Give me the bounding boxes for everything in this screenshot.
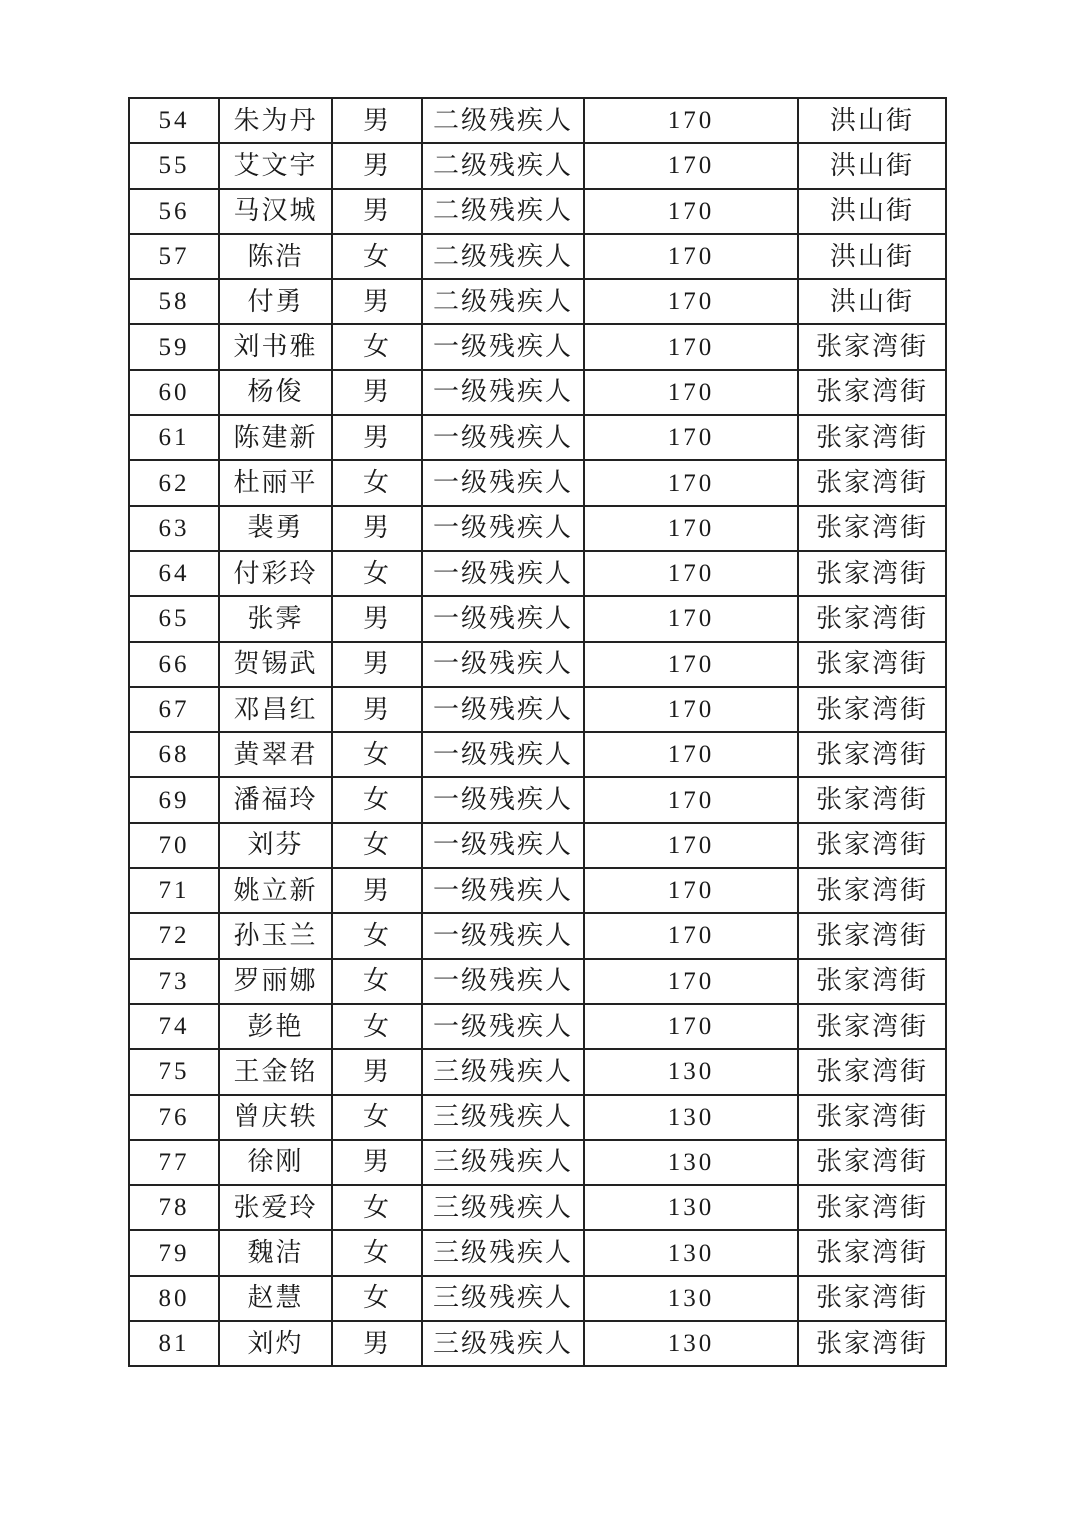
cell-number: 72 [129,913,219,958]
cell-street: 洪山街 [798,143,946,188]
cell-number: 65 [129,596,219,641]
cell-disability-level: 一级残疾人 [422,551,584,596]
cell-number: 71 [129,868,219,913]
cell-name: 刘芬 [219,823,332,868]
cell-gender: 男 [332,642,422,687]
cell-name: 张霁 [219,596,332,641]
cell-amount: 170 [584,370,798,415]
cell-gender: 男 [332,1321,422,1366]
cell-amount: 170 [584,959,798,1004]
cell-name: 裴勇 [219,506,332,551]
table-row [129,1049,946,1094]
cell-street: 张家湾街 [798,959,946,1004]
table-row [129,1276,946,1321]
cell-amount: 130 [584,1230,798,1275]
cell-name: 刘书雅 [219,324,332,369]
cell-amount: 170 [584,868,798,913]
cell-disability-level: 一级残疾人 [422,732,584,777]
cell-disability-level: 二级残疾人 [422,189,584,234]
cell-street: 洪山街 [798,189,946,234]
cell-gender: 男 [332,189,422,234]
cell-name: 黄翠君 [219,732,332,777]
cell-name: 曾庆轶 [219,1095,332,1140]
cell-gender: 女 [332,460,422,505]
cell-number: 62 [129,460,219,505]
cell-amount: 170 [584,1004,798,1049]
cell-disability-level: 一级残疾人 [422,823,584,868]
cell-disability-level: 一级残疾人 [422,868,584,913]
table-row [129,1321,946,1366]
table-row [129,506,946,551]
cell-street: 张家湾街 [798,551,946,596]
cell-disability-level: 三级残疾人 [422,1321,584,1366]
cell-street: 张家湾街 [798,506,946,551]
cell-name: 姚立新 [219,868,332,913]
cell-gender: 女 [332,1095,422,1140]
cell-number: 64 [129,551,219,596]
cell-name: 彭艳 [219,1004,332,1049]
cell-gender: 男 [332,506,422,551]
cell-amount: 170 [584,189,798,234]
cell-amount: 130 [584,1185,798,1230]
cell-name: 杜丽平 [219,460,332,505]
recipient-table [128,97,947,1367]
cell-name: 徐刚 [219,1140,332,1185]
cell-gender: 男 [332,1049,422,1094]
recipient-table-container [128,97,945,1367]
cell-gender: 女 [332,959,422,1004]
cell-name: 贺锡武 [219,642,332,687]
cell-disability-level: 三级残疾人 [422,1230,584,1275]
cell-disability-level: 一级残疾人 [422,506,584,551]
cell-name: 赵慧 [219,1276,332,1321]
cell-amount: 170 [584,506,798,551]
cell-amount: 170 [584,98,798,143]
cell-gender: 女 [332,324,422,369]
cell-name: 陈建新 [219,415,332,460]
cell-number: 76 [129,1095,219,1140]
cell-number: 54 [129,98,219,143]
cell-street: 张家湾街 [798,868,946,913]
cell-gender: 男 [332,98,422,143]
cell-disability-level: 三级残疾人 [422,1095,584,1140]
cell-gender: 女 [332,1004,422,1049]
cell-number: 70 [129,823,219,868]
cell-gender: 女 [332,234,422,279]
cell-number: 74 [129,1004,219,1049]
cell-gender: 男 [332,687,422,732]
cell-gender: 男 [332,143,422,188]
cell-disability-level: 二级残疾人 [422,143,584,188]
cell-name: 陈浩 [219,234,332,279]
cell-disability-level: 二级残疾人 [422,234,584,279]
cell-amount: 130 [584,1095,798,1140]
table-row [129,823,946,868]
cell-disability-level: 一级残疾人 [422,959,584,1004]
cell-street: 张家湾街 [798,324,946,369]
table-row [129,143,946,188]
cell-street: 张家湾街 [798,823,946,868]
cell-gender: 男 [332,1140,422,1185]
cell-number: 63 [129,506,219,551]
table-row [129,687,946,732]
cell-number: 56 [129,189,219,234]
table-row [129,959,946,1004]
cell-amount: 170 [584,324,798,369]
cell-street: 洪山街 [798,279,946,324]
table-row [129,460,946,505]
cell-disability-level: 一级残疾人 [422,460,584,505]
cell-disability-level: 一级残疾人 [422,415,584,460]
cell-disability-level: 一级残疾人 [422,777,584,822]
cell-name: 朱为丹 [219,98,332,143]
cell-street: 张家湾街 [798,1276,946,1321]
cell-name: 王金铭 [219,1049,332,1094]
table-row [129,370,946,415]
cell-gender: 女 [332,1276,422,1321]
cell-amount: 170 [584,642,798,687]
cell-number: 73 [129,959,219,1004]
table-row [129,1140,946,1185]
cell-name: 杨俊 [219,370,332,415]
table-row [129,868,946,913]
cell-amount: 170 [584,596,798,641]
cell-street: 张家湾街 [798,1049,946,1094]
cell-gender: 男 [332,370,422,415]
cell-gender: 女 [332,551,422,596]
cell-gender: 女 [332,1230,422,1275]
cell-amount: 170 [584,143,798,188]
cell-amount: 170 [584,732,798,777]
cell-gender: 女 [332,777,422,822]
cell-gender: 男 [332,415,422,460]
cell-street: 洪山街 [798,234,946,279]
cell-number: 81 [129,1321,219,1366]
cell-amount: 170 [584,823,798,868]
cell-number: 66 [129,642,219,687]
cell-disability-level: 一级残疾人 [422,913,584,958]
cell-amount: 170 [584,687,798,732]
cell-amount: 130 [584,1140,798,1185]
table-row [129,1185,946,1230]
cell-amount: 130 [584,1276,798,1321]
cell-amount: 170 [584,415,798,460]
cell-amount: 170 [584,777,798,822]
table-row [129,732,946,777]
cell-name: 张爱玲 [219,1185,332,1230]
table-row [129,279,946,324]
cell-name: 付勇 [219,279,332,324]
cell-amount: 170 [584,551,798,596]
cell-street: 张家湾街 [798,1185,946,1230]
table-row [129,234,946,279]
cell-disability-level: 三级残疾人 [422,1049,584,1094]
cell-gender: 女 [332,732,422,777]
cell-name: 刘灼 [219,1321,332,1366]
cell-disability-level: 三级残疾人 [422,1185,584,1230]
cell-name: 付彩玲 [219,551,332,596]
cell-street: 张家湾街 [798,732,946,777]
table-row [129,777,946,822]
table-row [129,1095,946,1140]
cell-number: 69 [129,777,219,822]
table-row [129,642,946,687]
table-row [129,98,946,143]
cell-number: 80 [129,1276,219,1321]
cell-gender: 女 [332,1185,422,1230]
cell-number: 78 [129,1185,219,1230]
cell-disability-level: 一级残疾人 [422,324,584,369]
cell-disability-level: 一级残疾人 [422,1004,584,1049]
cell-street: 洪山街 [798,98,946,143]
cell-street: 张家湾街 [798,1321,946,1366]
cell-amount: 130 [584,1049,798,1094]
cell-name: 艾文宇 [219,143,332,188]
cell-gender: 男 [332,868,422,913]
table-row [129,551,946,596]
cell-name: 罗丽娜 [219,959,332,1004]
cell-gender: 女 [332,913,422,958]
cell-disability-level: 二级残疾人 [422,98,584,143]
table-row [129,596,946,641]
cell-amount: 130 [584,1321,798,1366]
cell-gender: 男 [332,596,422,641]
cell-street: 张家湾街 [798,596,946,641]
cell-number: 79 [129,1230,219,1275]
table-row [129,189,946,234]
cell-number: 55 [129,143,219,188]
cell-street: 张家湾街 [798,687,946,732]
table-row [129,324,946,369]
table-row [129,1004,946,1049]
cell-street: 张家湾街 [798,1140,946,1185]
cell-amount: 170 [584,460,798,505]
cell-name: 潘福玲 [219,777,332,822]
cell-gender: 女 [332,823,422,868]
cell-name: 马汉城 [219,189,332,234]
cell-number: 68 [129,732,219,777]
cell-name: 邓昌红 [219,687,332,732]
cell-number: 67 [129,687,219,732]
cell-street: 张家湾街 [798,1095,946,1140]
cell-street: 张家湾街 [798,913,946,958]
cell-amount: 170 [584,234,798,279]
cell-amount: 170 [584,913,798,958]
cell-number: 75 [129,1049,219,1094]
cell-disability-level: 三级残疾人 [422,1276,584,1321]
cell-name: 孙玉兰 [219,913,332,958]
cell-amount: 170 [584,279,798,324]
table-body [129,98,946,1366]
cell-number: 60 [129,370,219,415]
cell-street: 张家湾街 [798,777,946,822]
cell-street: 张家湾街 [798,460,946,505]
cell-disability-level: 三级残疾人 [422,1140,584,1185]
cell-street: 张家湾街 [798,370,946,415]
cell-disability-level: 一级残疾人 [422,596,584,641]
cell-street: 张家湾街 [798,1004,946,1049]
table-row [129,1230,946,1275]
cell-street: 张家湾街 [798,1230,946,1275]
cell-disability-level: 一级残疾人 [422,642,584,687]
table-row [129,415,946,460]
cell-number: 77 [129,1140,219,1185]
cell-street: 张家湾街 [798,415,946,460]
cell-number: 58 [129,279,219,324]
cell-disability-level: 一级残疾人 [422,687,584,732]
cell-name: 魏洁 [219,1230,332,1275]
cell-gender: 男 [332,279,422,324]
cell-number: 59 [129,324,219,369]
cell-street: 张家湾街 [798,642,946,687]
cell-disability-level: 一级残疾人 [422,370,584,415]
cell-number: 61 [129,415,219,460]
table-row [129,913,946,958]
cell-number: 57 [129,234,219,279]
cell-disability-level: 二级残疾人 [422,279,584,324]
